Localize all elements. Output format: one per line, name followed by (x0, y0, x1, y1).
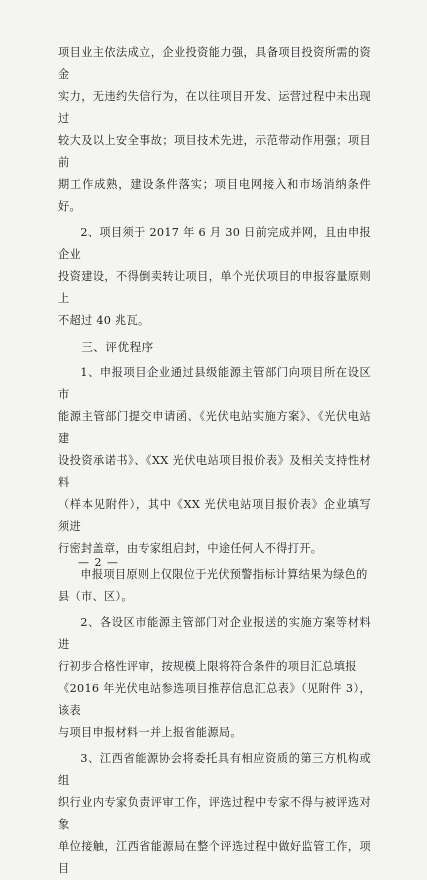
text-line: 期工作成熟，建设条件落实；项目电网接入和市场消纳条件好。 (58, 178, 371, 213)
text-line: 县（市、区）。 (58, 590, 133, 603)
text-line: 织行业内专家负责评审工作，评选过程中专家不得与被评选对象 (58, 796, 371, 831)
text-line: 2、项目须于 2017 年 6 月 30 日前完成并网，且由申报企业 (58, 226, 371, 261)
paragraph-item-2 (58, 222, 371, 332)
text-line: 《2016 年光伏电站参选项目推荐信息汇总表》（见附件 3），该表 (58, 682, 371, 717)
text-line: 2、各设区市能源主管部门对企业报送的实施方案等材料进 (58, 616, 371, 651)
text-line: 投资建设，不得倒卖转让项目，单个光伏项目的申报容量原则上 (58, 270, 371, 305)
text-line: 申报项目原则上仅限位于光伏预警指标计算结果为绿色的 (80, 568, 368, 581)
text-line: （样本见附件），其中《XX 光伏电站项目报价表》企业填写须进 (58, 498, 371, 533)
text-line: 实力，无违约失信行为，在以往项目开发、运营过程中未出现过 (58, 90, 371, 125)
text-line: 较大及以上安全事故；项目技术先进，示范带动作用强；项目前 (58, 134, 371, 169)
paragraph-procedure-2 (58, 612, 371, 744)
text-line: 1、申报项目企业通过县级能源主管部门向项目所在设区市 (58, 366, 371, 401)
paragraph-procedure-1 (58, 362, 371, 560)
text-line: 3、江西省能源协会将委托具有相应资质的第三方机构或组 (58, 752, 371, 787)
paragraph-continuation (58, 42, 371, 218)
paragraph-procedure-3 (58, 748, 371, 880)
text-line: 单位接触，江西省能源局在整个评选过程中做好监管工作，项目 (58, 840, 371, 875)
text-line: 行密封盖章，由专家组启封，中途任何人不得打开。 (58, 542, 323, 555)
text-line: 能源主管部门提交申请函、《光伏电站实施方案》、《光伏电站建 (58, 410, 371, 445)
text-line: 行初步合格性评审，按规模上限将符合条件的项目汇总填报 (58, 660, 357, 673)
text-line: 与项目申报材料一并上报省能源局。 (58, 726, 242, 739)
text-line: 设投资承诺书》、《XX 光伏电站项目报价表》及相关支持性材料 (58, 454, 371, 489)
paragraph-region-limit (58, 564, 371, 608)
text-line: 项目业主依法成立，企业投资能力强，具备项目投资所需的资金 (58, 46, 371, 81)
text-line: 不超过 40 兆瓦。 (58, 314, 150, 327)
page-number: — 2 — (78, 556, 119, 569)
section-heading: 三、评优程序 (81, 340, 154, 354)
